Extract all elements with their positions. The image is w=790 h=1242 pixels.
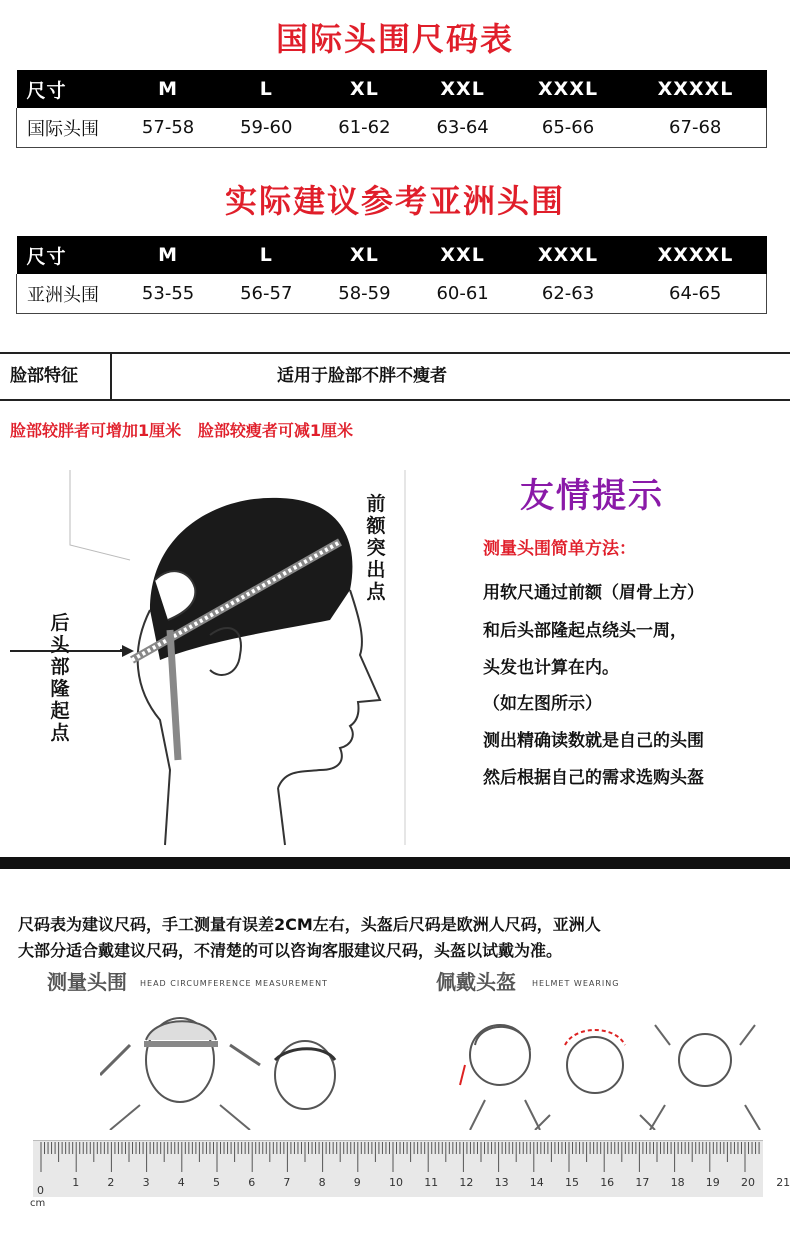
face-adjust-note: 脸部较胖者可增加1厘米 脸部较瘦者可减1厘米	[10, 421, 353, 440]
table-cell: 国际头围	[17, 108, 120, 148]
table-row	[17, 108, 767, 148]
ruler-numbers	[33, 1176, 790, 1197]
ruler-number: 10	[389, 1176, 403, 1189]
header-cell: M	[119, 236, 217, 274]
ruler-number: 3	[142, 1176, 150, 1189]
ruler-number: 13	[494, 1176, 509, 1189]
ruler-number: 11	[424, 1176, 439, 1189]
instruction-line: （如左图所示）	[483, 694, 602, 714]
table-cell: 56-57	[217, 274, 315, 314]
wearing-title: 佩戴头盔	[436, 970, 516, 994]
face-feature-row	[0, 352, 790, 401]
ruler-number: 9	[353, 1176, 361, 1189]
table-cell: 59-60	[217, 108, 315, 148]
ruler-number: 1	[72, 1176, 80, 1189]
ruler-number: 12	[459, 1176, 474, 1189]
intl-size-table	[16, 70, 767, 148]
ruler-number: 2	[107, 1176, 115, 1189]
header-cell: M	[119, 70, 217, 108]
face-feature-value: 适用于脸部不胖不瘦者	[277, 366, 447, 386]
back-point-label: 后头部隆起点	[50, 612, 70, 744]
instruction-line: 测出精确读数就是自己的头围	[483, 731, 704, 751]
ruler-number: 17	[635, 1176, 650, 1189]
header-cell: XXXL	[512, 70, 625, 108]
asia-title: 实际建议参考亚洲头围	[224, 182, 565, 220]
ruler-unit: cm	[30, 1198, 46, 1209]
table-cell: 64-65	[624, 274, 766, 314]
measure-subtitle: HEAD CIRCUMFERENCE MEASUREMENT	[140, 979, 328, 988]
ruler-number: 19	[705, 1176, 720, 1189]
header-cell: XXL	[414, 70, 512, 108]
ruler-number: 6	[248, 1176, 256, 1189]
ruler-number: 21	[776, 1176, 790, 1189]
header-cell: XL	[315, 236, 413, 274]
table-cell: 60-61	[414, 274, 512, 314]
ruler-number: 15	[565, 1176, 579, 1189]
front-point-label: 前额突出点	[366, 493, 386, 603]
measure-title: 测量头围	[47, 970, 127, 994]
wearing-illustration	[455, 1005, 775, 1130]
measure-illustration	[100, 1005, 360, 1130]
wearing-subtitle: HELMET WEARING	[532, 979, 620, 988]
header-cell: 尺寸	[17, 70, 120, 108]
asia-size-table	[16, 236, 767, 314]
ruler-number: 14	[529, 1176, 544, 1189]
ruler-number: 8	[318, 1176, 326, 1189]
table-row	[17, 274, 767, 314]
table-cell: 63-64	[414, 108, 512, 148]
tips-title: 友情提示	[520, 476, 664, 516]
ruler-number: 7	[283, 1176, 291, 1189]
table-cell: 65-66	[512, 108, 625, 148]
method-title: 测量头围简单方法：	[483, 539, 636, 559]
ruler-number: 0	[37, 1184, 44, 1197]
table-cell: 61-62	[315, 108, 413, 148]
header-cell: XXL	[414, 236, 512, 274]
ruler-number: 18	[670, 1176, 685, 1189]
head-measure-diagram	[60, 470, 410, 850]
table-header-row	[17, 70, 767, 108]
ruler-number: 20	[741, 1176, 755, 1189]
table-cell: 62-63	[512, 274, 625, 314]
intl-title: 国际头围尺码表	[275, 20, 514, 58]
size-note-line-1: 尺码表为建议尺码，手工测量有误差2CM左右，头盔后尺码是欧洲人尺码，亚洲人	[18, 915, 601, 934]
section-divider	[0, 857, 790, 869]
header-cell: 尺寸	[17, 236, 120, 274]
instruction-line: 然后根据自己的需求选购头盔	[483, 768, 704, 788]
table-header-row	[17, 236, 767, 274]
table-cell: 67-68	[624, 108, 766, 148]
table-cell: 58-59	[315, 274, 413, 314]
instruction-line: 头发也计算在内。	[483, 658, 619, 678]
ruler-number: 16	[600, 1176, 615, 1189]
face-feature-label: 脸部特征	[0, 354, 112, 399]
table-cell: 57-58	[119, 108, 217, 148]
header-cell: L	[217, 70, 315, 108]
header-cell: XL	[315, 70, 413, 108]
header-cell: XXXXL	[624, 236, 766, 274]
ruler-number: 5	[213, 1176, 220, 1189]
header-cell: L	[217, 236, 315, 274]
header-cell: XXXL	[512, 236, 625, 274]
instruction-line: 用软尺通过前额（眉骨上方）	[483, 583, 704, 603]
ruler-number: 4	[177, 1176, 185, 1189]
arrow-right-icon	[122, 645, 134, 657]
table-cell: 53-55	[119, 274, 217, 314]
header-cell: XXXXL	[624, 70, 766, 108]
table-cell: 亚洲头围	[17, 274, 120, 314]
instruction-line: 和后头部隆起点绕头一周，	[483, 621, 687, 641]
size-note-line-2: 大部分适合戴建议尺码，不清楚的可以咨询客服建议尺码，头盔以试戴为准。	[18, 941, 563, 960]
